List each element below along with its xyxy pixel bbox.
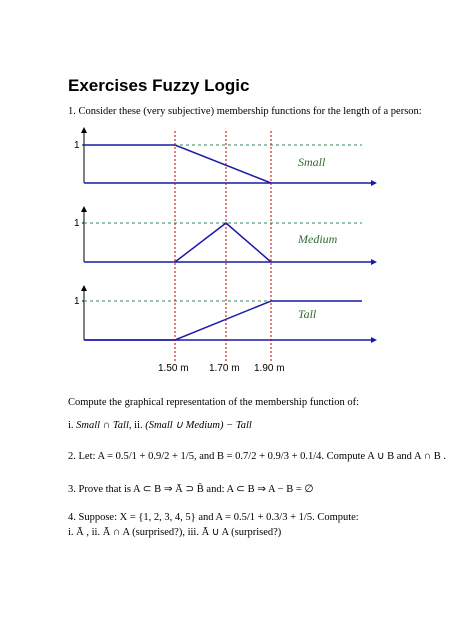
question-2: 2. Let: A = 0.5/1 + 0.9/2 + 1/5, and B = 0.7/2 + 0.9/3 + 0.1/4. Compute A ∪ B and A ∩ B .	[68, 451, 447, 462]
medium-membership-line	[175, 223, 271, 262]
tall-y-arrow	[81, 285, 87, 291]
tall-chart	[74, 285, 377, 343]
page-title: Exercises Fuzzy Logic	[68, 76, 250, 95]
compute-intro: Compute the graphical representation of the membership function of:	[68, 397, 359, 408]
question-1: 1. Consider these (very subjective) membership functions for the length of a person:	[68, 106, 422, 117]
expr-ii: (Small ∪ Medium) − Tall	[145, 420, 252, 431]
expr-i: Small ∩ Tall	[76, 420, 129, 431]
small-label: Small	[298, 155, 326, 169]
small-y-tick-label: 1	[74, 140, 80, 151]
compute-items	[68, 419, 252, 431]
tall-y-tick-label: 1	[74, 296, 80, 307]
x-tick-150: 1.50 m	[158, 363, 189, 374]
question-3: 3. Prove that is A ⊂ B ⇒ Ā ⊃ B̄ and: A ⊂ B ⇒ A − B = ∅	[68, 484, 314, 495]
tall-label: Tall	[298, 307, 317, 321]
question-4-line-1: 4. Suppose: X = {1, 2, 3, 4, 5} and A = 0.5/1 + 0.3/3 + 1/5. Compute:	[68, 512, 359, 523]
medium-x-arrow	[371, 259, 377, 265]
medium-y-arrow	[81, 206, 87, 212]
small-membership-line	[84, 145, 271, 183]
item-ii-label: , ii.	[128, 420, 143, 431]
question-4-line-2: i. Ā , ii. Ā ∩ A (surprised?), iii. Ā ∪ A (surprised?)	[68, 527, 282, 538]
small-x-arrow	[371, 180, 377, 186]
medium-label: Medium	[298, 232, 338, 246]
tall-x-arrow	[371, 337, 377, 343]
x-tick-190: 1.90 m	[254, 363, 285, 374]
x-tick-170: 1.70 m	[209, 363, 240, 374]
tall-membership-line	[84, 301, 362, 340]
item-i-label: i.	[68, 420, 74, 431]
medium-y-tick-label: 1	[74, 218, 80, 229]
small-y-arrow	[81, 127, 87, 133]
